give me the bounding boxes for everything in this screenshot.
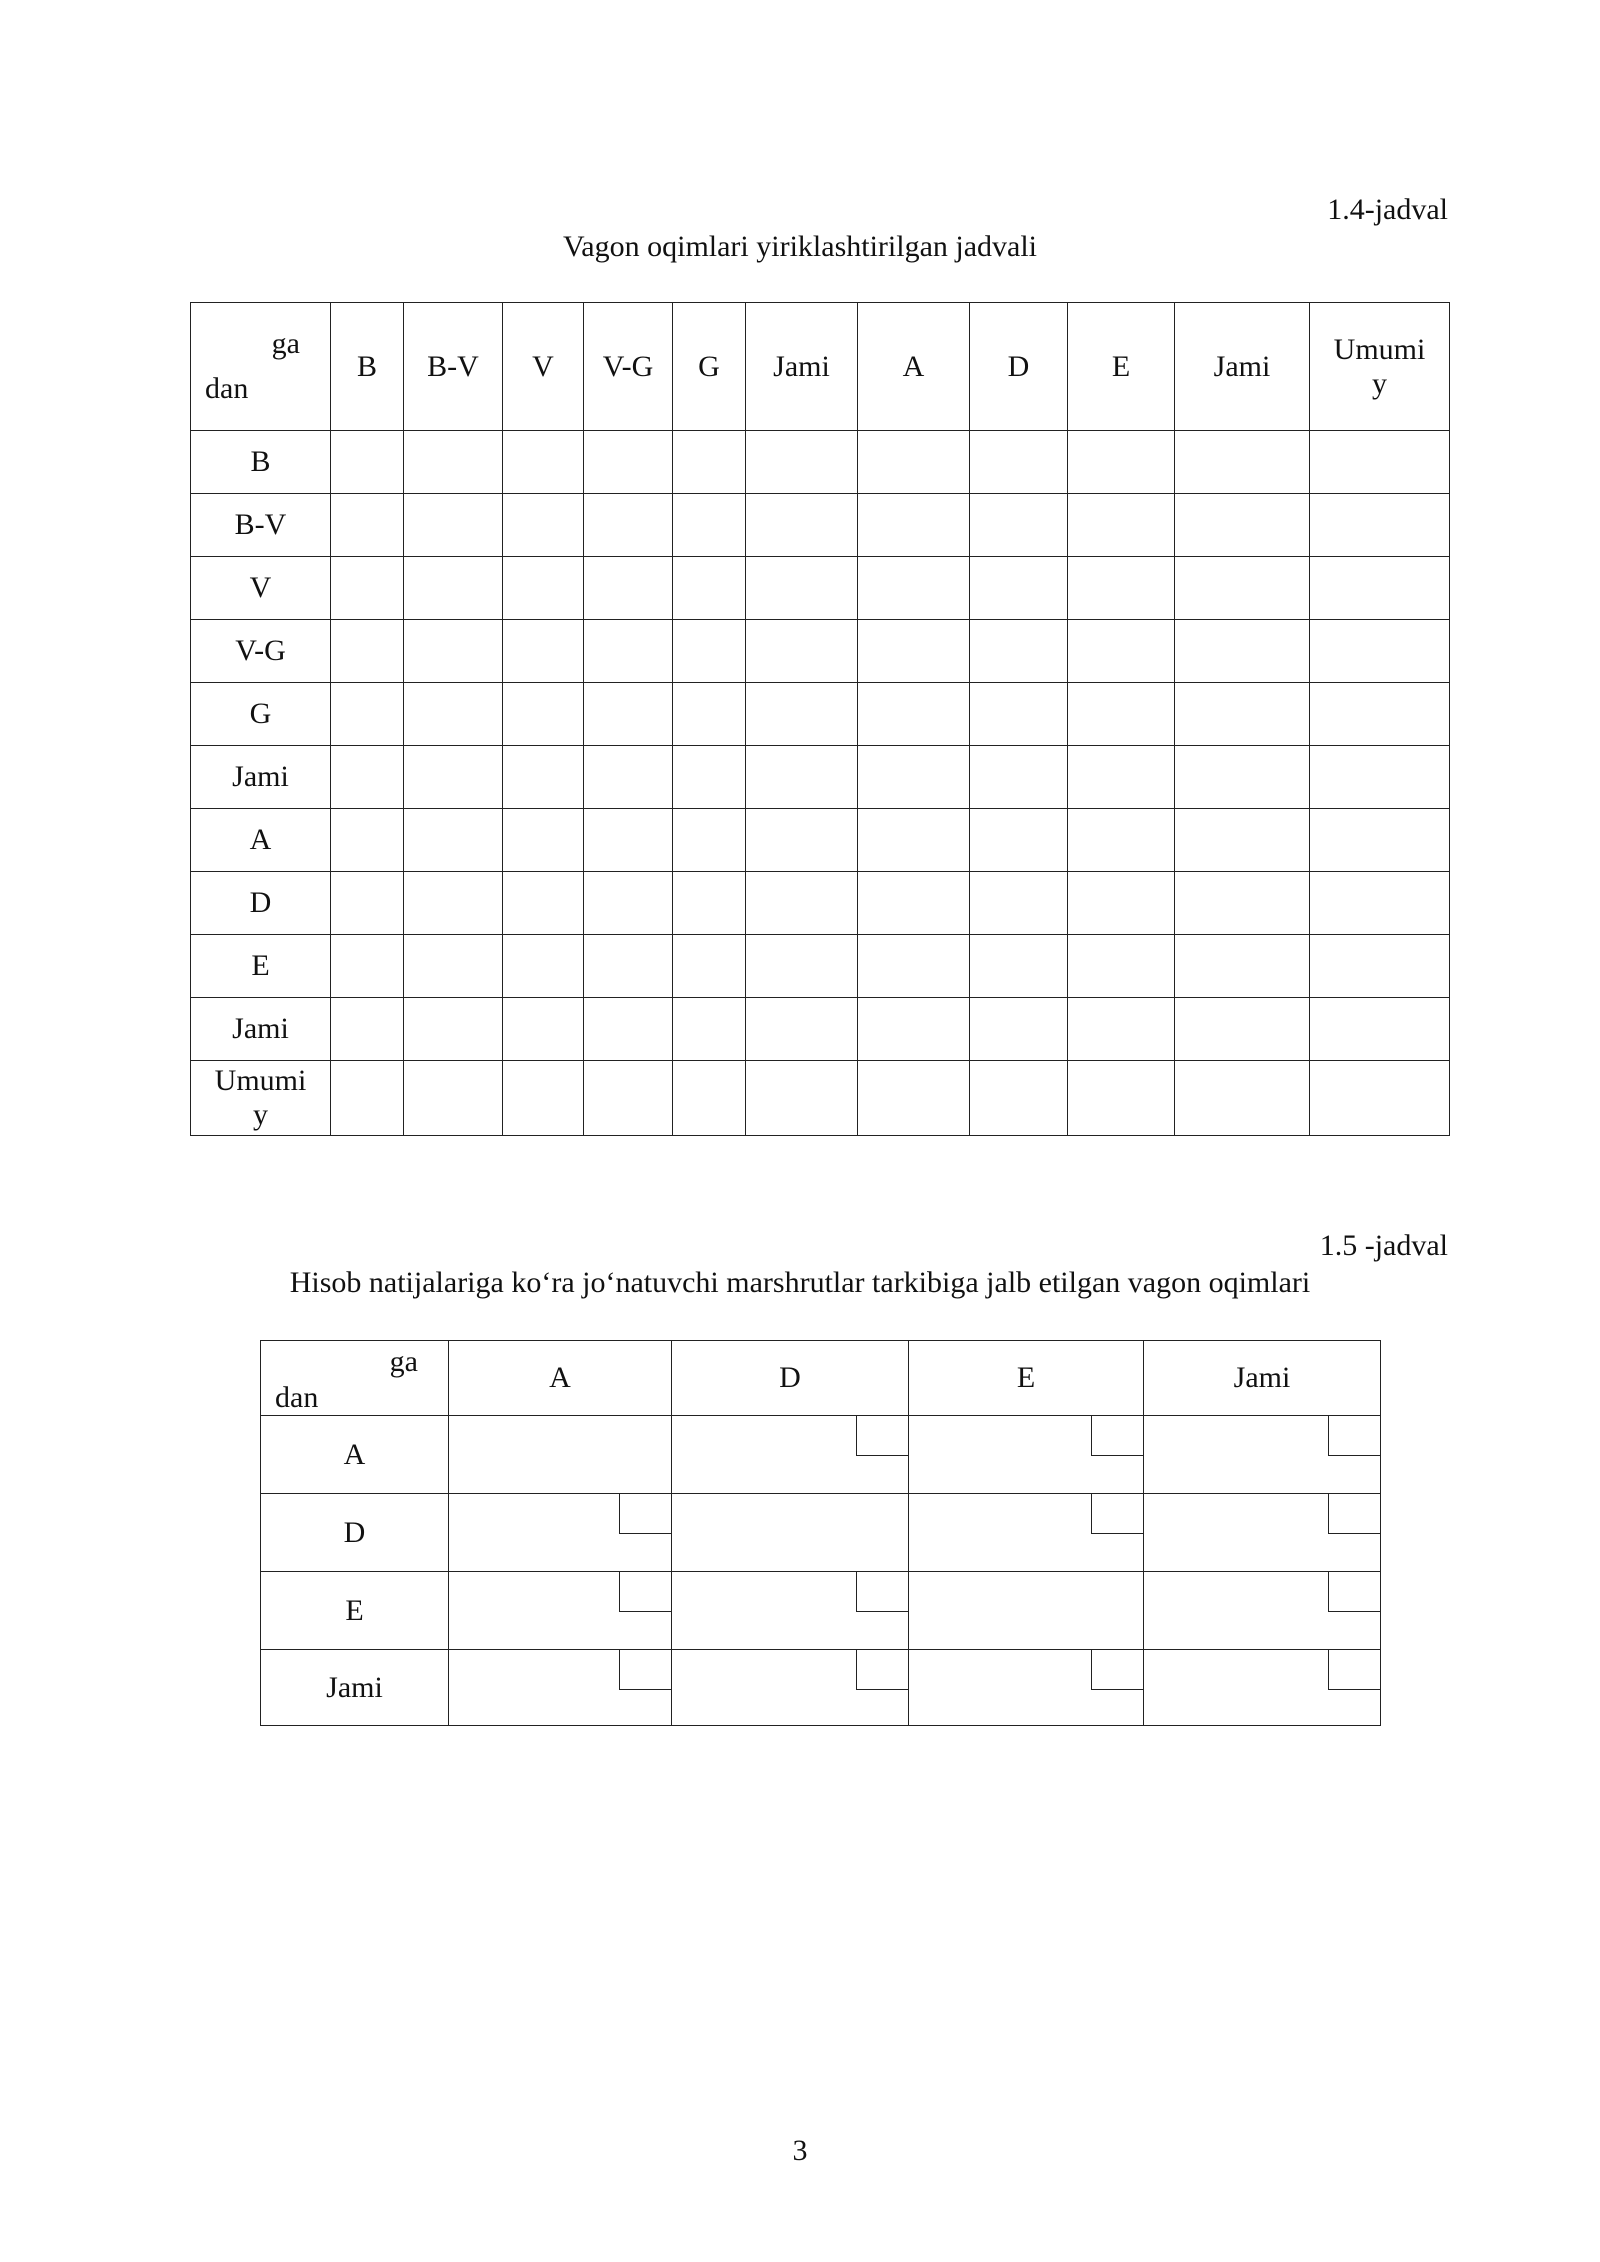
table1-row-header: V-G <box>191 620 331 683</box>
table1-cell <box>584 557 673 620</box>
table1-row-header: B <box>191 431 331 494</box>
table1-cell <box>503 746 584 809</box>
table1-cell <box>404 431 503 494</box>
table1-cell <box>858 557 970 620</box>
table1-cell <box>970 935 1068 998</box>
table1-cell <box>503 998 584 1061</box>
table2-cell <box>1144 1416 1381 1494</box>
table1-column-header: Jami <box>1175 303 1310 431</box>
table2-cell <box>672 1650 909 1726</box>
table1-row-header: B-V <box>191 494 331 557</box>
table1-cell <box>503 431 584 494</box>
table1-cell <box>1310 998 1450 1061</box>
table1-cell <box>746 557 858 620</box>
table1-cell <box>331 998 404 1061</box>
table1-column-header: D <box>970 303 1068 431</box>
table1-cell <box>584 431 673 494</box>
table1-cell <box>1175 431 1310 494</box>
table1-cell <box>673 431 746 494</box>
corner-to-label: ga <box>389 1345 418 1378</box>
table2-column-header: A <box>449 1341 672 1416</box>
table1-cell <box>970 998 1068 1061</box>
table1-cell <box>673 872 746 935</box>
table1-cell <box>331 431 404 494</box>
table2-corner-cell <box>261 1341 449 1416</box>
table1-column-header: A <box>858 303 970 431</box>
table1-row <box>191 998 1450 1061</box>
table2-row <box>261 1416 1381 1494</box>
table1-row <box>191 746 1450 809</box>
table1-row-header: V <box>191 557 331 620</box>
table1-cell <box>746 998 858 1061</box>
table1-cell <box>503 557 584 620</box>
table1-cell <box>858 494 970 557</box>
table1-header-row <box>191 303 1450 431</box>
table1-cell <box>746 746 858 809</box>
table1-row-header: G <box>191 683 331 746</box>
marshrut-flow-table <box>260 1340 1381 1726</box>
table1-cell <box>858 431 970 494</box>
table1-cell <box>746 872 858 935</box>
table1-row <box>191 557 1450 620</box>
table1-cell <box>1310 809 1450 872</box>
table1-cell <box>1175 1061 1310 1136</box>
table1-cell <box>1068 1061 1175 1136</box>
table2-row-header: Jami <box>261 1650 449 1726</box>
table1-cell <box>1068 872 1175 935</box>
table1-cell <box>404 935 503 998</box>
table2-cell <box>909 1572 1144 1650</box>
table1-cell <box>858 746 970 809</box>
table1-cell <box>404 620 503 683</box>
table1-column-header: V <box>503 303 584 431</box>
table2-cell <box>449 1416 672 1494</box>
table2-subcell-box <box>1091 1494 1143 1534</box>
table1-cell <box>584 872 673 935</box>
table1-cell <box>970 557 1068 620</box>
table1-cell <box>331 620 404 683</box>
table1-cell <box>1068 935 1175 998</box>
table1-cell <box>673 935 746 998</box>
table2-cell <box>449 1650 672 1726</box>
table2-subcell-box <box>1328 1416 1380 1456</box>
table1-cell <box>746 431 858 494</box>
table1-column-header: E <box>1068 303 1175 431</box>
table1-cell <box>404 683 503 746</box>
table1-cell <box>970 1061 1068 1136</box>
table2-column-header: Jami <box>1144 1341 1381 1416</box>
table1-cell <box>331 557 404 620</box>
table2-row <box>261 1650 1381 1726</box>
table2-row <box>261 1494 1381 1572</box>
table1-cell <box>1068 557 1175 620</box>
table1-row <box>191 809 1450 872</box>
table1-cell <box>1068 683 1175 746</box>
table2-row-header: A <box>261 1416 449 1494</box>
corner-from-label: dan <box>205 372 249 405</box>
table1-cell <box>673 557 746 620</box>
table1-cell <box>970 809 1068 872</box>
table1-cell <box>858 935 970 998</box>
table1-cell <box>1310 935 1450 998</box>
table2-header-row <box>261 1341 1381 1416</box>
table1-cell <box>673 1061 746 1136</box>
table1-row <box>191 935 1450 998</box>
table1-cell <box>1068 809 1175 872</box>
table2-row-header: D <box>261 1494 449 1572</box>
table2-subcell-box <box>856 1416 908 1456</box>
table1-cell <box>404 557 503 620</box>
table2-cell <box>909 1650 1144 1726</box>
table1-row-header: Umumiy <box>191 1061 331 1136</box>
table1-cell <box>746 620 858 683</box>
table2-cell <box>672 1572 909 1650</box>
table1-row <box>191 1061 1450 1136</box>
table1-cell <box>673 683 746 746</box>
table1-cell <box>404 998 503 1061</box>
table1-row <box>191 683 1450 746</box>
table1-cell <box>331 494 404 557</box>
table1-cell <box>1310 746 1450 809</box>
table1-cell <box>1175 872 1310 935</box>
table1-cell <box>1175 809 1310 872</box>
table2-subcell-box <box>856 1572 908 1612</box>
table1-column-header: Umumiy <box>1310 303 1450 431</box>
table2-subcell-box <box>619 1572 671 1612</box>
table2-cell <box>672 1494 909 1572</box>
table1-cell <box>1310 557 1450 620</box>
table1-row-header: A <box>191 809 331 872</box>
table1-cell <box>1068 620 1175 683</box>
table1-cell <box>584 620 673 683</box>
table2-cell <box>449 1572 672 1650</box>
table1-caption: Vagon oqimlari yiriklashtirilgan jadvali <box>562 230 1038 263</box>
table1-cell <box>331 683 404 746</box>
table2-cell <box>449 1494 672 1572</box>
table1-cell <box>1175 998 1310 1061</box>
table1-cell <box>503 1061 584 1136</box>
table1-row-header: Jami <box>191 998 331 1061</box>
table1-cell <box>1310 620 1450 683</box>
table2-row-header: E <box>261 1572 449 1650</box>
table1-row <box>191 620 1450 683</box>
table1-cell <box>673 746 746 809</box>
table1-cell <box>1310 431 1450 494</box>
table1-cell <box>970 620 1068 683</box>
table1-cell <box>1175 746 1310 809</box>
table2-column-header: D <box>672 1341 909 1416</box>
table1-cell <box>404 494 503 557</box>
table1-cell <box>584 494 673 557</box>
table2-subcell-box <box>619 1650 671 1690</box>
wagon-flow-table <box>190 302 1450 1136</box>
table1-cell <box>746 1061 858 1136</box>
table1-cell <box>970 494 1068 557</box>
table2-cell <box>1144 1650 1381 1726</box>
table1-cell <box>503 620 584 683</box>
table1-cell <box>858 620 970 683</box>
table1-cell <box>970 872 1068 935</box>
table1-cell <box>970 431 1068 494</box>
table1-cell <box>331 872 404 935</box>
table1-cell <box>404 1061 503 1136</box>
table1-cell <box>584 998 673 1061</box>
table1-row-header: E <box>191 935 331 998</box>
page-number: 3 <box>792 2134 808 2167</box>
table1-cell <box>331 935 404 998</box>
table1-cell <box>503 683 584 746</box>
table1-cell <box>858 998 970 1061</box>
table2-cell <box>1144 1494 1381 1572</box>
table2-row <box>261 1572 1381 1650</box>
table2-subcell-box <box>619 1494 671 1534</box>
table1-row-header: Jami <box>191 746 331 809</box>
table1-column-header: V-G <box>584 303 673 431</box>
table1-cell <box>503 935 584 998</box>
table2-label: 1.5 -jadval <box>1319 1229 1448 1262</box>
table1-cell <box>584 683 673 746</box>
table2-subcell-box <box>856 1650 908 1690</box>
table2-subcell-box <box>1328 1650 1380 1690</box>
table2-cell <box>1144 1572 1381 1650</box>
table2-subcell-box <box>1091 1416 1143 1456</box>
table2-cell <box>909 1494 1144 1572</box>
table1-cell <box>584 809 673 872</box>
table1-column-header: B-V <box>404 303 503 431</box>
table1-cell <box>858 872 970 935</box>
table1-cell <box>331 809 404 872</box>
table1-cell <box>584 935 673 998</box>
table2-column-header: E <box>909 1341 1144 1416</box>
table1-cell <box>673 998 746 1061</box>
table1-cell <box>1175 683 1310 746</box>
table1-row <box>191 431 1450 494</box>
table2-subcell-box <box>1091 1650 1143 1690</box>
table1-cell <box>746 935 858 998</box>
table1-cell <box>858 809 970 872</box>
table1-cell <box>746 494 858 557</box>
table1-cell <box>858 1061 970 1136</box>
table2-subcell-box <box>1328 1572 1380 1612</box>
table1-cell <box>584 1061 673 1136</box>
table1-cell <box>673 809 746 872</box>
table1-cell <box>858 683 970 746</box>
table1-cell <box>584 746 673 809</box>
table1-corner-cell <box>191 303 331 431</box>
table1-cell <box>331 746 404 809</box>
table1-cell <box>1175 557 1310 620</box>
table2-cell <box>909 1416 1144 1494</box>
table1-cell <box>673 494 746 557</box>
table1-cell <box>746 683 858 746</box>
table1-cell <box>503 872 584 935</box>
table1-cell <box>1175 494 1310 557</box>
table1-cell <box>404 809 503 872</box>
table1-row <box>191 872 1450 935</box>
table2-cell <box>672 1416 909 1494</box>
table1-label: 1.4-jadval <box>1327 193 1448 226</box>
table1-cell <box>970 683 1068 746</box>
table1-cell <box>404 746 503 809</box>
table1-row-header: D <box>191 872 331 935</box>
table1-cell <box>331 1061 404 1136</box>
table1-column-header: B <box>331 303 404 431</box>
table1-cell <box>1068 746 1175 809</box>
table1-cell <box>746 809 858 872</box>
table1-cell <box>1310 1061 1450 1136</box>
table1-cell <box>503 494 584 557</box>
table1-cell <box>1068 431 1175 494</box>
table2-subcell-box <box>1328 1494 1380 1534</box>
table1-cell <box>404 872 503 935</box>
table1-cell <box>1310 494 1450 557</box>
table1-row <box>191 494 1450 557</box>
table1-cell <box>673 620 746 683</box>
table1-cell <box>1175 620 1310 683</box>
table1-column-header: Jami <box>746 303 858 431</box>
table1-cell <box>1310 683 1450 746</box>
table1-column-header: G <box>673 303 746 431</box>
table1-cell <box>1175 935 1310 998</box>
table1-cell <box>970 746 1068 809</box>
table1-cell <box>1068 494 1175 557</box>
table1-cell <box>1310 872 1450 935</box>
corner-from-label: dan <box>275 1381 319 1414</box>
table2-caption: Hisob natijalariga ko‘ra jo‘natuvchi marshrutlar tarkibiga jalb etilgan vagon oqimlari <box>289 1266 1311 1299</box>
table1-cell <box>1068 998 1175 1061</box>
table1-cell <box>503 809 584 872</box>
corner-to-label: ga <box>271 327 300 360</box>
